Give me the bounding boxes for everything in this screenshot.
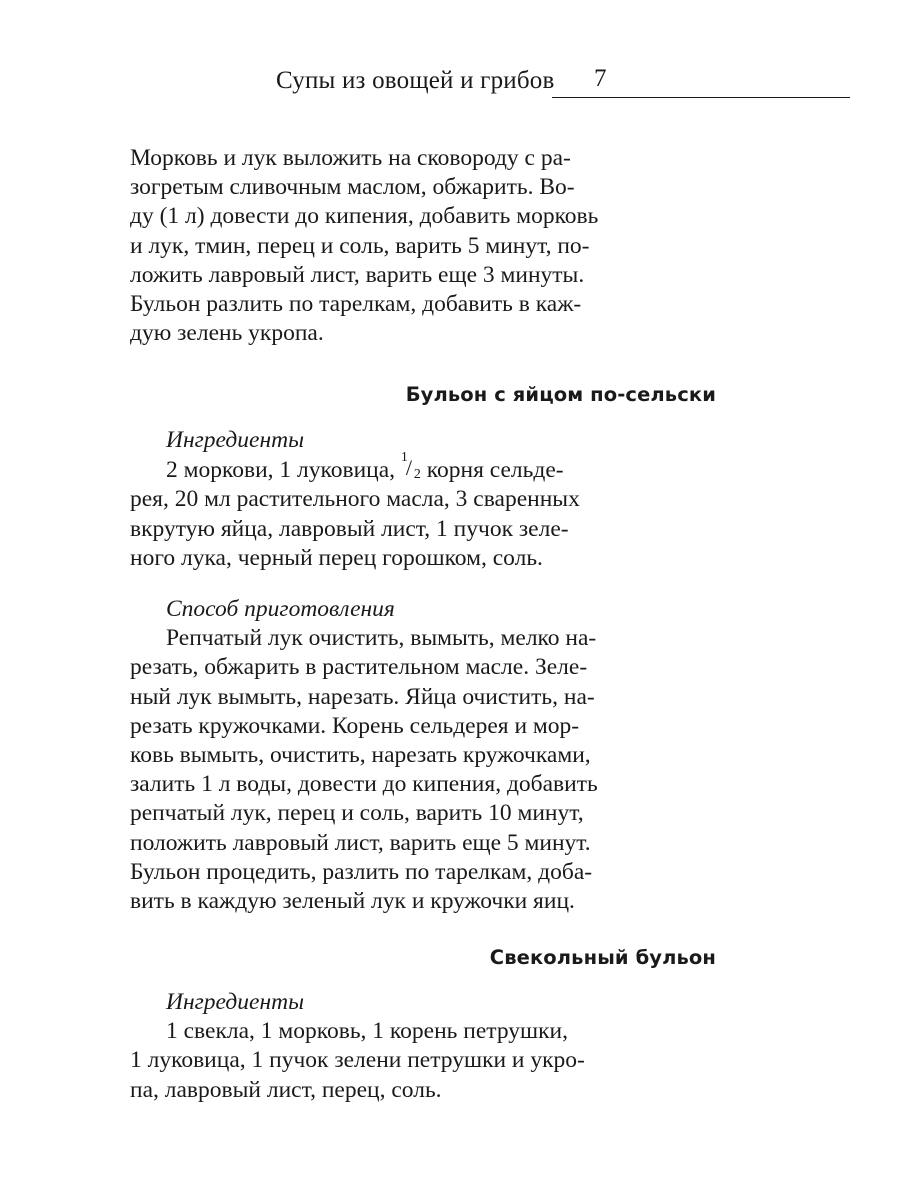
text-line: и лук, тмин, перец и соль, варить 5 минут, по- <box>130 232 590 259</box>
running-head <box>276 66 850 100</box>
text-line: ного лука, черный перец горошком, соль. <box>130 544 543 571</box>
ingredients-label: Ингредиенты <box>166 989 305 1015</box>
text-line: Морковь и лук выложить на сковороду с ра- <box>130 145 571 171</box>
ingredients-label: Ингредиенты <box>166 427 305 453</box>
text-line: ковь вымыть, очистить, нарезать кружочками, <box>130 742 591 769</box>
text-line: 1 свекла, 1 морковь, 1 корень петрушки, <box>166 1018 568 1045</box>
text-line: дую зелень укропа. <box>130 320 324 347</box>
page-number: 7 <box>594 65 607 92</box>
method-label: Способ приготовления <box>166 596 395 622</box>
fraction-numerator: 1 <box>400 450 408 466</box>
recipe-2-ingredients <box>130 988 610 1105</box>
ingredients-text: 2 моркови, 1 луковица, <box>166 457 396 484</box>
text-line: репчатый лук, перец и соль, варить 10 минут, <box>130 800 584 827</box>
text-line: положить лавровый лист, варить еще 5 минут. <box>130 829 591 856</box>
section-title: Супы из овощей и грибов <box>276 67 555 94</box>
text-line: залить 1 л воды, довести до кипения, добавить <box>130 771 598 798</box>
fraction-half <box>400 450 421 483</box>
recipe-1-method <box>130 595 610 916</box>
text-line: ду (1 л) довести до кипения, добавить морковь <box>130 203 599 230</box>
text-line: Репчатый лук очистить, вымыть, мелко на- <box>166 625 597 652</box>
text-line: 1 луковица, 1 пучок зелени петрушки и укро- <box>130 1047 585 1074</box>
text-line: вить в каждую зеленый лук и кружочки яиц. <box>130 888 575 915</box>
text-line: вкрутую яйца, лавровый лист, 1 пучок зеле- <box>130 515 569 542</box>
intro-paragraph <box>130 144 610 348</box>
text-line: ложить лавровый лист, варить еще 3 минуты. <box>130 261 585 288</box>
fraction-denominator: 2 <box>413 467 421 483</box>
text-line: резать кружочками. Корень сельдерея и мор- <box>130 712 580 739</box>
text-line: Бульон процедить, разлить по тарелкам, доба- <box>130 858 593 885</box>
text-line: рея, 20 мл растительного масла, 3 сваренных <box>130 486 580 513</box>
text-line: зогретым сливочным маслом, обжарить. Во- <box>130 174 575 201</box>
recipe-title: Бульон с яйцом по-сельски <box>405 383 716 406</box>
text-line <box>130 450 610 485</box>
recipe-1-ingredients <box>130 426 610 573</box>
ingredients-text: корня сельде- <box>426 457 564 484</box>
text-line: па, лавровый лист, перец, соль. <box>130 1076 442 1103</box>
recipe-title: Свекольный бульон <box>489 946 716 969</box>
fraction-slash: / <box>405 455 413 481</box>
text-line: Бульон разлить по тарелкам, добавить в каж- <box>130 291 582 318</box>
text-line: резать, обжарить в растительном масле. Зеле- <box>130 654 588 681</box>
text-line: ный лук вымыть, нарезать. Яйца очистить, на- <box>130 683 595 710</box>
header-rule <box>552 97 850 98</box>
